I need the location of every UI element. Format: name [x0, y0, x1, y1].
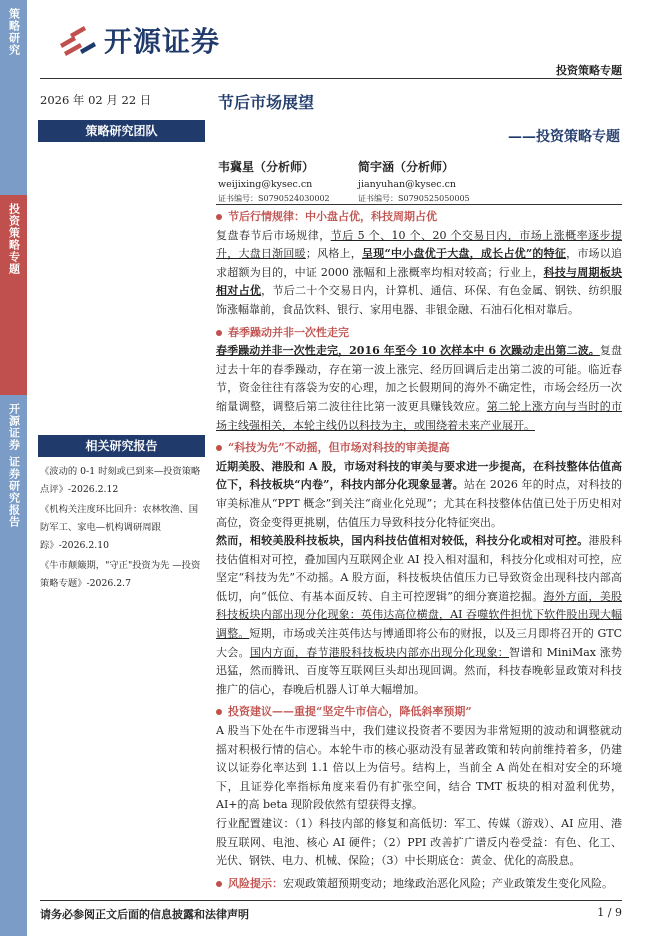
footer-disclaimer: 请务必参阅正文后面的信息披露和法律声明	[40, 908, 249, 921]
related-report-link[interactable]: 《波动的 0-1 时刻或已到来—投资策略点评》-2026.2.12	[40, 466, 201, 495]
section-paragraph: 春季躁动并非一次性走完，2016 年至今 10 次样本中 6 次躁动走出第二波。复盘过去十年的春季躁动，存在第一波上涨完、经历回调后走出第二波的可能。临近春节，资金往往有落袋为安的心理，加之长假期间的海外不确定性，市场会经历一次缩量调整，调整后第二波往往比第一波更具赚钱效应。第二轮上涨方向与当时的市场主线强相关，本轮主线仍以科技为主，或围绕着未来产业展开。	[216, 344, 623, 432]
section-heading: 节后行情规律：中小盘占优，科技周期占优	[216, 208, 622, 227]
page-subtitle: ——投资策略专题	[508, 129, 620, 145]
sidebar-label-middle: 投资策略专题	[7, 203, 21, 275]
page-title: 节后市场展望	[218, 93, 315, 112]
left-sidebar	[0, 0, 27, 936]
sidebar-label-bottom: 开源证券 证券研究报告	[7, 403, 21, 528]
section-heading: 投资建议——重提“坚定牛市信心，降低斜率预期”	[216, 703, 622, 722]
sidebar-segment-bottom	[0, 395, 27, 936]
section-paragraph: 复盘春节后市场规律，节后 5 个、10 个、20 个交易日内，市场上涨概率逐步提升，大盘日渐回暖；风格上，呈现“中小盘优于大盘，成长占优”的特征，市场以追求超额为目的，中证 2000 涨幅和上涨概率均相对较高；行业上，科技与周期板块相对占优，节后二十个交易日内，计算机、通信、环保、有色金属、钢铁、纺织服饰涨幅靠前，食品饮料、银行、家用电器、非银金融、石油石化相对靠后。	[216, 228, 623, 316]
section-paragraph: 近期美股、港股和 A 股，市场对科技的审美与要求进一步提高，在科技整体估值高位下，科技板块“内卷”，科技内部分化现象显著。站在 2026 年的时点，对科技的审美标准从“PPT 概念”到关注“商业化兑现”；尤其在科技整体估值已处于历史相对高位，资金变得更挑剔，估值压力导致科技分化特征突出。	[216, 459, 622, 529]
related-report-link[interactable]: 《牛市颠簸期，"守正"投资为先 —投资策略专题》-2026.2.7	[40, 560, 201, 589]
company-logo	[56, 20, 220, 60]
related-reports-title: 相关研究报告	[38, 435, 205, 457]
bullet-icon	[216, 445, 222, 451]
header-divider	[40, 78, 622, 79]
report-date: 2026 年 02 月 22 日	[40, 93, 152, 107]
section-paragraph: A 股当下处在牛市逻辑当中，我们建议投资者不要因为非常短期的波动和调整就动摇对积极行情的信心。本轮牛市的核心驱动没有显著政策和转向前维持着多，仍建议以证券化率达到 1.1 倍以上为信号。结构上，当前全 A 尚处在相对安全的环境下，且证券化率指标角度来看仍有扩张空间，结合 TMT 板块的相对盈利优势，AI+的高 beta 现阶段依然有望获得支撑。	[216, 724, 622, 812]
analyst-email[interactable]: jianyuhan@kysec.cn	[358, 179, 457, 190]
analyst-card	[218, 158, 330, 204]
analyst-name: 韦冀星（分析师）	[218, 160, 315, 174]
analyst-name: 简宇涵（分析师）	[358, 160, 455, 174]
page-number: 1 / 9	[597, 906, 622, 919]
analyst-email[interactable]: weijixing@kysec.cn	[218, 179, 313, 190]
bullet-icon	[216, 330, 222, 336]
bullet-icon	[216, 214, 222, 220]
related-reports-list	[40, 463, 205, 595]
section-heading: “科技为先”不动摇，但市场对科技的审美提高	[216, 439, 622, 458]
logo-icon	[56, 22, 98, 58]
section-paragraph: 然而，相较美股科技板块，国内科技估值相对较低，科技分化或相对可控。港股科技估值相对可控，叠加国内互联网企业 AI 投入相对温和，科技分化或相对可控，应坚定“科技为先”不动摇。A 股方面，科技板块估值压力已导致资金出现科技内部高低切，向“低位、有基本面反转、自主可控逻辑”的细分赛道挖掘。海外方面，美股科技板块内部出现分化现象：英伟达高位横盘，AI 吞噬软件担忧下软件股出现大幅调整。短期，市场或关注英伟达与博通即将公布的财报，以及三月即将召开的 GTC 大会。国内方面，春节港股科技板块内部亦出现分化现象：智谱和 MiniMax 涨势迅猛，然而腾讯、百度等互联网巨头却出现回调。然而，科技春晚彰显政策对科技推广的信心，春晚后机器人订单大幅增加。	[216, 534, 623, 696]
related-report-link[interactable]: 《机构关注度环比回升：农林牧渔、国防军工、家电—机构调研周跟踪》-2026.2.10	[40, 504, 199, 551]
section-heading: 春季躁动并非一次性走完	[216, 324, 622, 343]
bullet-icon	[216, 881, 222, 887]
analyst-license: 证书编号：S0790525050005	[358, 194, 470, 203]
bullet-icon	[216, 709, 222, 715]
analyst-card	[358, 158, 470, 204]
sidebar-label-top: 策略研究	[7, 8, 21, 56]
sidebar-segment-middle	[0, 195, 27, 395]
footer-divider	[40, 900, 622, 901]
analyst-divider	[216, 204, 622, 205]
section-paragraph: 行业配置建议：（1）科技内部的修复和高低切：军工、传媒（游戏）、AI 应用、港股互联网、电池、核心 AI 硬件；（2）PPI 改善扩广谱反内卷受益：有色、化工、光伏、钢铁、电力、机械、保险；（3）中长期底仓：黄金、优化的高股息。	[216, 817, 622, 868]
header-tag: 投资策略专题	[556, 64, 622, 77]
analyst-license: 证书编号：S0790524030002	[218, 194, 330, 203]
risk-warning: 风险提示：宏观政策超预期变动；地缘政治恶化风险；产业政策发生变化风险。	[216, 875, 622, 894]
team-label: 策略研究团队	[38, 120, 205, 142]
main-content	[216, 208, 622, 893]
logo-text: 开源证券	[104, 25, 221, 58]
sidebar-segment-top	[0, 0, 27, 195]
